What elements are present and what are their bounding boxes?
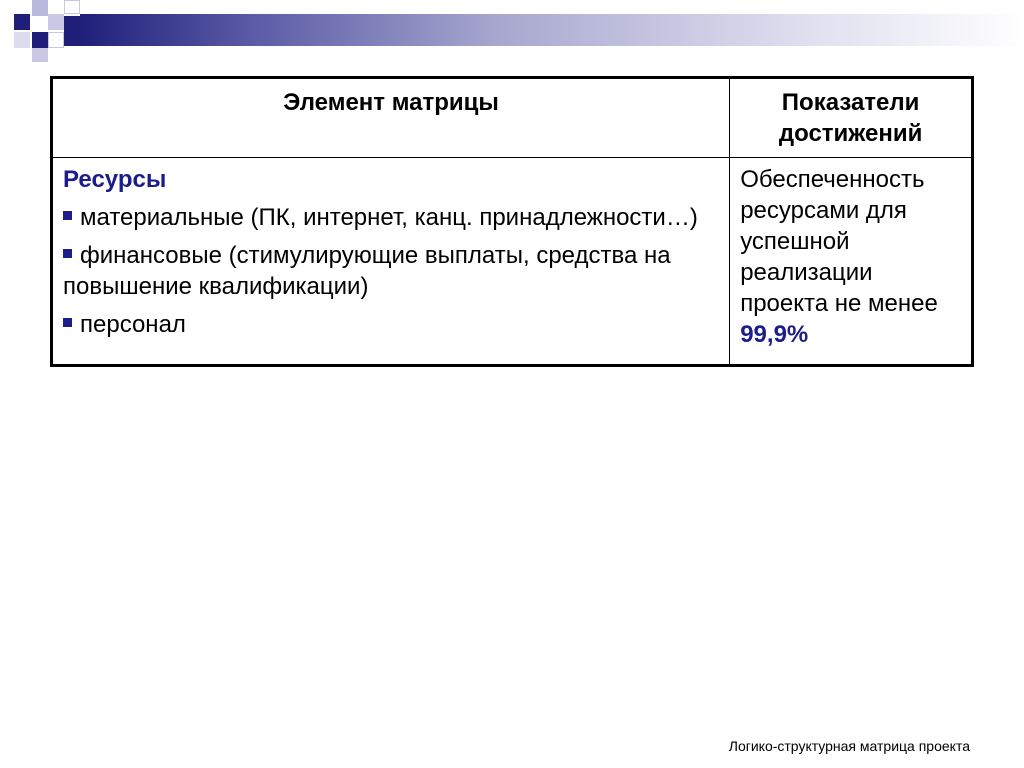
header-indicators: Показатели достижений (730, 78, 973, 158)
deco-square (32, 0, 48, 16)
list-item-text: материальные (ПК, интернет, канц. принадлежности…) (80, 204, 698, 231)
deco-square (32, 48, 48, 62)
deco-square (14, 14, 30, 30)
deco-square (14, 32, 30, 48)
list-item-text: персонал (80, 311, 186, 338)
list-item (63, 309, 719, 340)
deco-square (32, 32, 48, 48)
deco-square (48, 32, 64, 48)
square-bullet-icon (63, 318, 72, 327)
indicator-text: Обеспеченность ресурсами для успешной реализации проекта не менее (740, 166, 938, 317)
square-bullet-icon (63, 211, 72, 220)
list-item (63, 202, 719, 233)
resources-cell (52, 158, 730, 366)
header-gradient-band (80, 14, 1024, 46)
list-item-text: финансовые (стимулирующие выплаты, средства на повышение квалификации) (63, 242, 671, 300)
matrix-table (50, 76, 974, 367)
square-bullet-icon (63, 249, 72, 258)
indicator-cell (730, 158, 973, 366)
indicator-value: 99,9% (740, 321, 809, 348)
header-element: Элемент матрицы (52, 78, 730, 158)
slide-caption: Логико-структурная матрица проекта (728, 738, 970, 754)
deco-square (64, 0, 80, 14)
resources-title: Ресурсы (63, 166, 167, 193)
list-item (63, 240, 719, 302)
table-header-row (52, 78, 973, 158)
table-row (52, 158, 973, 366)
deco-square (64, 16, 80, 46)
deco-square (48, 14, 64, 30)
